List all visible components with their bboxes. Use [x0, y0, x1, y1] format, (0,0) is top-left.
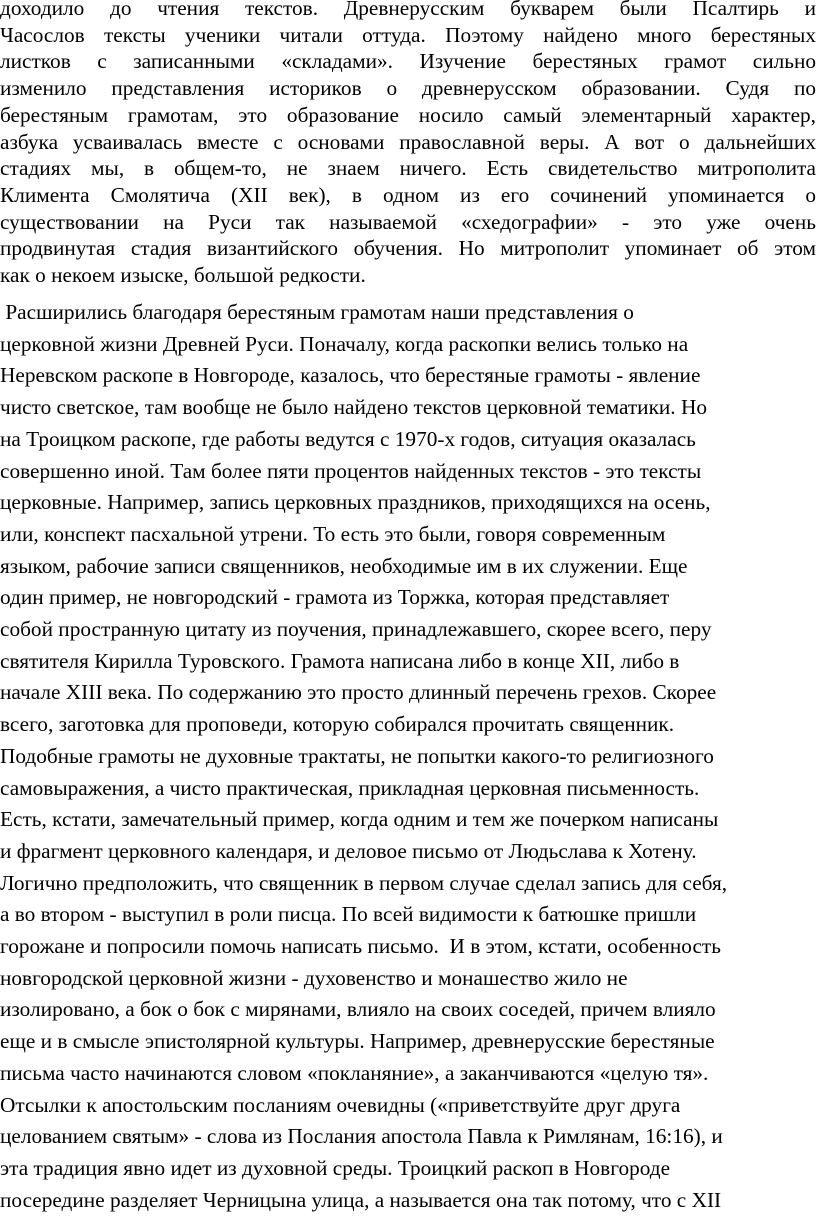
text-line: Логично предположить, что священник в первом случае сделал запись для себя,	[0, 870, 728, 895]
text-line: существовании на Руси так называемой «схедографии» - это уже очень	[0, 209, 816, 234]
text-line: церковной жизни Древней Руси. Поначалу, когда раскопки велись только на	[0, 331, 689, 356]
text-line: Часослов тексты ученики читали оттуда. Поэтому найдено много берестяных	[0, 22, 816, 47]
text-line: как о некоем изыске, большой редкости.	[0, 263, 366, 288]
text-line: Климента Смолятича (XII век), в одном из его сочинений упоминается о	[0, 182, 816, 207]
text-line: изменило представления историков о древнерусском образовании. Судя по	[0, 76, 816, 101]
text-line: церковные. Например, запись церковных праздников, приходящихся на осень,	[0, 490, 711, 515]
text-line: азбука усваивалась вместе с основами православной веры. А вот о дальнейших	[0, 129, 816, 154]
text-line: доходило до чтения текстов. Древнерусским букварем были Псалтирь и	[0, 0, 816, 20]
text-line: языком, рабочие записи священников, необходимые им в их служении. Еще	[0, 553, 688, 578]
text-line: а во втором - выступил в роли писца. По всей видимости к батюшке пришли	[0, 902, 697, 927]
text-line: целованием святым» - слова из Послания апостола Павла к Римлянам, 16:16), и	[0, 1124, 723, 1149]
text-line: на Троицком раскопе, где работы ведутся с 1970-х годов, ситуация оказалась	[0, 426, 696, 451]
text-line: или, конспект пасхальной утрени. То есть это были, говоря современным	[0, 521, 666, 546]
text-line: собой пространную цитату из поучения, принадлежавшего, скорее всего, перу	[0, 617, 712, 642]
text-line: и фрагмент церковного календаря, и деловое письмо от Людьслава к Хотену.	[0, 838, 697, 863]
text-line: горожане и попросили помочь написать письмо. И в этом, кстати, особенность	[0, 934, 721, 959]
text-line: стадиях мы, в общем-то, не знаем ничего. Есть свидетельство митрополита	[0, 156, 816, 181]
text-line: один пример, не новгородский - грамота из Торжка, которая представляет	[0, 585, 670, 610]
text-line: берестяным грамотам, это образование носило самый элементарный характер,	[0, 102, 816, 127]
text-line: письма часто начинаются словом «покланяние», а заканчиваются «целую тя».	[0, 1060, 709, 1085]
text-line: еще и в смысле эпистолярной культуры. Например, древнерусские берестяные	[0, 1029, 715, 1054]
text-line: самовыражения, а чисто практическая, прикладная церковная письменность.	[0, 775, 700, 800]
text-line: листков с записанными «складами». Изучение берестяных грамот сильно	[0, 49, 816, 74]
paragraph-2	[0, 297, 816, 1216]
text-line: продвинутая стадия византийского обучения. Но митрополит упоминает об этом	[0, 236, 816, 261]
paragraph-1	[0, 0, 816, 289]
text-line: посередине разделяет Черницына улица, а называется она так потому, что с XII	[0, 1187, 722, 1212]
text-line: святителя Кирилла Туровского. Грамота написана либо в конце XII, либо в	[0, 648, 680, 673]
text-line: Есть, кстати, замечательный пример, когда одним и тем же почерком написаны	[0, 807, 719, 832]
text-line: изолировано, а бок о бок с мирянами, влияло на своих соседей, причем влияло	[0, 997, 716, 1022]
text-line: новгородской церковной жизни - духовенство и монашество жило не	[0, 965, 628, 990]
text-line: Отсылки к апостольским посланиям очевидны («приветствуйте друг друга	[0, 1092, 681, 1117]
text-line: всего, заготовка для проповеди, которую собирался прочитать священник.	[0, 712, 675, 737]
text-line: чисто светское, там вообще не было найдено текстов церковной тематики. Но	[0, 395, 707, 420]
text-line: совершенно иной. Там более пяти процентов найденных текстов - это тексты	[0, 458, 702, 483]
text-line: Неревском раскопе в Новгороде, казалось, что берестяные грамоты - явление	[0, 363, 701, 388]
text-line: эта традиция явно идет из духовной среды. Троицкий раскоп в Новгороде	[0, 1155, 671, 1180]
text-line: начале XIII века. По содержанию это просто длинный перечень грехов. Скорее	[0, 680, 717, 705]
text-line: Подобные грамоты не духовные трактаты, не попытки какого-то религиозного	[0, 743, 714, 768]
text-line: Расширились благодаря берестяным грамотам наши представления о	[0, 300, 634, 324]
